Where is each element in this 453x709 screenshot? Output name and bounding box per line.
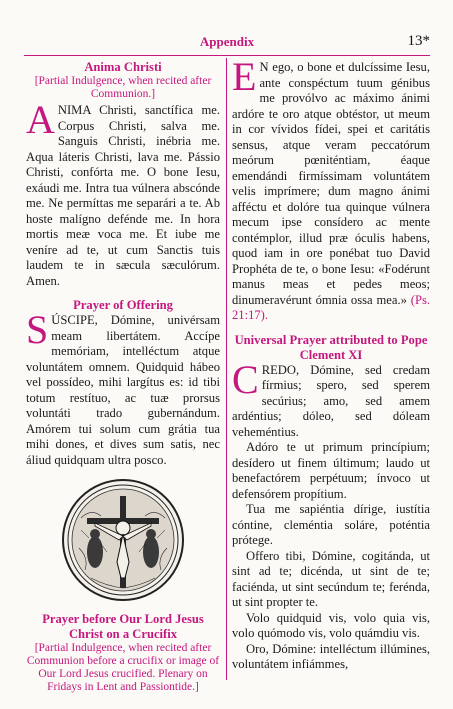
anima-christi-text	[26, 97, 220, 289]
universal-prayer-p1-text: REDO, Dómine, sed credam fírmius; spero, sed sperem secúrius; amo, sed amem ardéntius; dóleo, sed dóleam veheméntius.	[232, 362, 430, 439]
right-column	[232, 54, 430, 673]
crucifix-prayer-text	[232, 54, 430, 324]
left-column	[26, 60, 220, 696]
prayer-of-offering-text	[26, 307, 220, 468]
universal-prayer-p2: Adóro te ut primum princípium; desídero ut finem últimum; laudo ut benefactórem perpétuum; ínvoco ut defensórem propítium.	[232, 440, 430, 501]
header-rule	[24, 55, 430, 56]
crucifix-prayer-title: Prayer before Our Lord Jesus Christ on a Crucifix	[42, 612, 204, 641]
prayer-of-offering-body: ÚSCIPE, Dómine, univérsam meam libertátem. Accípe memóriam, intelléctum atque voluntátem omnem. Quidquid hábeo vel possídeo, mihi largítus es: id tibi totum restítuo, ac tuæ prorsus voluntáti trado gubernándum. Amórem tui solum cum grátia tua mihi dones, et dives sum satis, nec áliud quidquam ultra posco.	[26, 313, 220, 467]
page-header	[24, 34, 430, 54]
anima-christi-rubric: [Partial Indulgence, when recited after Communion.]	[34, 75, 212, 100]
drop-cap: C	[232, 356, 259, 402]
psalm-reference: (Ps. 21:17).	[232, 292, 430, 322]
crucifix-icon	[61, 478, 185, 602]
universal-prayer-p5: Volo quidquid vis, volo quia vis, volo quómodo vis, volo quámdiu vis.	[232, 610, 430, 640]
drop-cap: A	[26, 97, 55, 142]
universal-prayer-p4: Offero tibi, Dómine, cogitánda, ut sint ad te; dicénda, ut sint de te; faciénda, ut sint secúndum te; ferénda, ut sint propter te.	[232, 548, 430, 609]
drop-cap: S	[26, 307, 49, 352]
header-title: Appendix	[199, 34, 255, 49]
anima-christi-title: Anima Christi	[84, 60, 162, 74]
drop-cap: E	[232, 54, 257, 99]
anima-christi-section	[26, 60, 220, 289]
page-number: 13*	[407, 33, 430, 49]
column-divider	[226, 58, 227, 680]
crucifix-prayer-section	[232, 54, 430, 324]
crucifix-prayer-body: N ego, o bone et dulcíssime Iesu, ante conspéctum tuum génibus me provólvo ac máximo ánimi ardóre te oro atque obtéstor, ut meum in cor vívidos fídei, spei et caritátis sensus, atque veram peccatórum meórum pœniténtiam, éaque emendándi firmíssimam voluntátem velis imprímere; dum magno ánimi afféctu et dolóre tua quinque vúlnera mecum ipse consídero ac mente contémplor, illud præ óculis habens, quod iam in ore ponébat tuo David Prophéta de te, o bone Iesu: «Fodérunt manus meas et pedes meos; dinumeravérunt ómnia ossa mea.»	[232, 60, 430, 307]
prayer-of-offering-title: Prayer of Offering	[73, 298, 173, 312]
crucifix-prayer-rubric: [Partial Indulgence, when recited after Communion before a crucifix or image of Our Lord Jesus crucified. Plenary on Fridays in Lent and Passiontide.]	[26, 642, 220, 693]
universal-prayer-section	[232, 333, 430, 673]
anima-christi-body: NIMA Christi, sanctífica me. Corpus Christi, salva me. Sanguis Christi, inébria me. Aqua láteris Christi, lava me. Pássio Christi, confórta me. O bone Iesu, exáudi me. Intra tua vúlnera abscónde me. Ne permíttas me separári a te. Ab hoste malígno defénde me. In hora mortis meæ voca me. Et iube me veníre ad te, ut cum Sanctis tuis laudem te in sæcula sæculórum. Amen.	[26, 103, 220, 288]
universal-prayer-p6: Oro, Dómine: intelléctum illúmines, voluntátem infiámmes,	[232, 641, 430, 671]
universal-prayer-p1	[232, 356, 430, 441]
crucifix-prayer-heading	[26, 612, 220, 694]
universal-prayer-p3: Tua me sapiéntia dírige, iustítia cóntine, cleméntia soláre, poténtia prótege.	[232, 502, 430, 547]
universal-prayer-title: Universal Prayer attributed to Pope Clement XI	[234, 332, 428, 362]
prayer-of-offering-section	[26, 298, 220, 468]
